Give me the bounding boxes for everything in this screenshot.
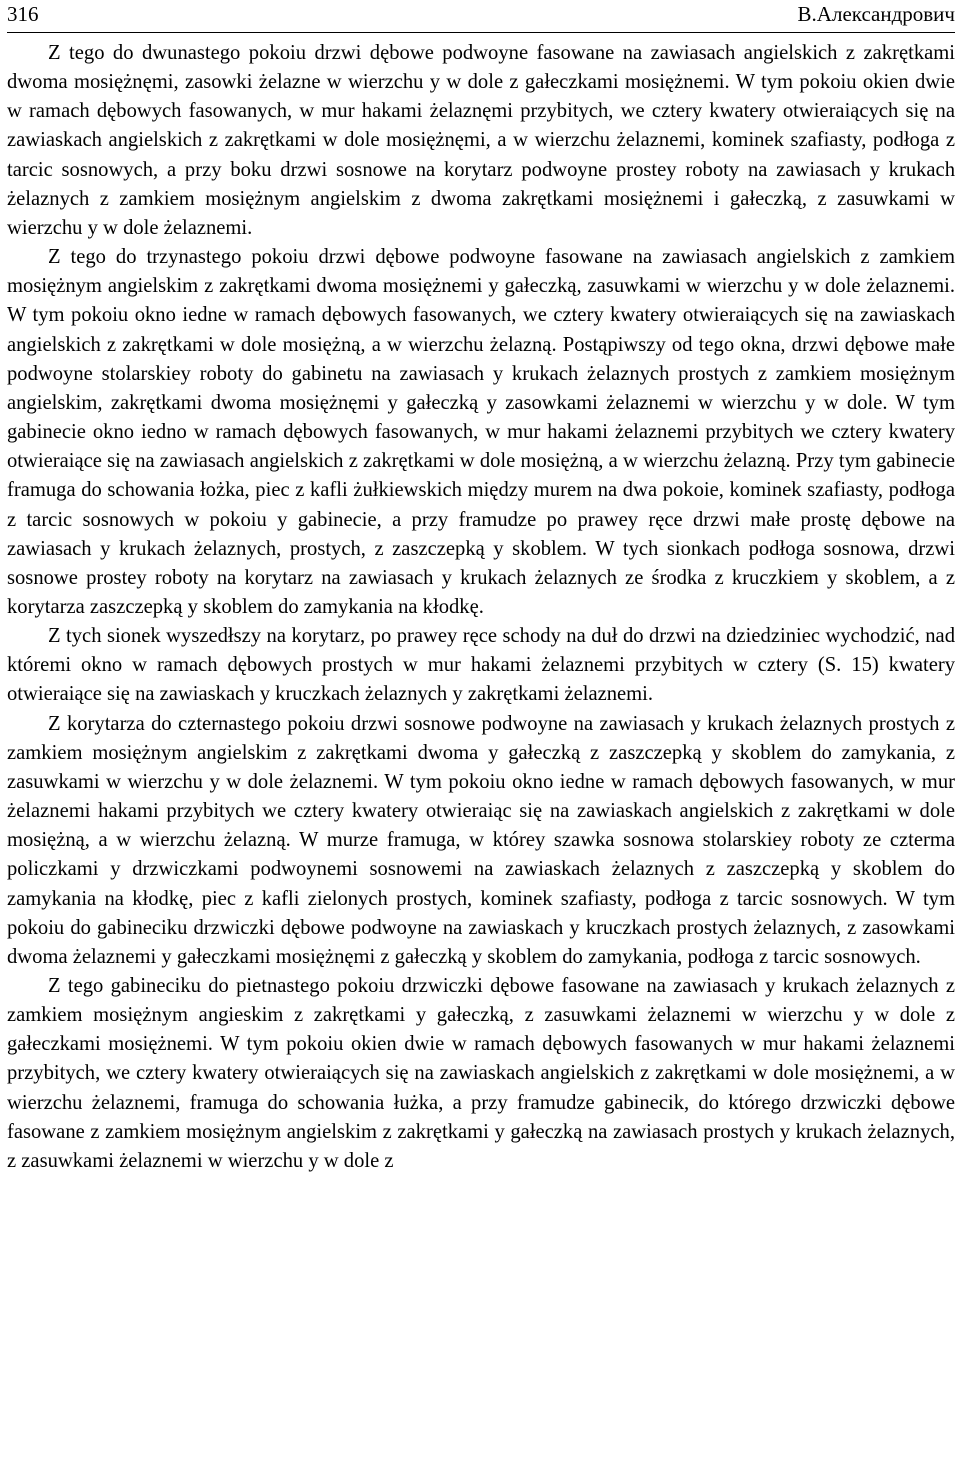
- body-text: [7, 39, 955, 1176]
- paragraph: Z tego do dwunastego pokoiu drzwi dębowe podwoyne fasowane na zawiasach angielskich z zakrętkami dwoma mosiężnęmi, zasowki żelazne w wierzchu y w dole z gałeczkami mosiężnemi. W tym pokoiu okien dwie w ramach dębowych fasowanych, w mur hakami żelaznęmi przybitych, we cztery kwatery otwieraiących się na zawiaskach angielskich z zakrętkami w dole mosiężnęmi, a w wierzchu żelaznemi, kominek szafiasty, podłoga z tarcic sosnowych, a przy boku drzwi sosnowe na korytarz podwoyne prostey roboty na zawiasach y krukach żelaznych z zamkiem mosiężnym angielskim z dwoma zakrętkami mosiężnemi i gałeczką, z zasuwkami w wierzchu y w dole żelaznemi.: [7, 42, 955, 239]
- paragraph: Z tego do trzynastego pokoiu drzwi dębowe podwoyne fasowane na zawiasach angielskich z zamkiem mosiężnym angielskim z zakrętkami dwoma mosiężnemi y gałeczką, zasuwkami w wierzchu y w dole żelaznemi. W tym pokoiu okno iedne w ramach dębowych fasowanych, we cztery kwatery otwieraiących się na zawiaskach angielskich z zakrętkami w dole mosiężną, a w wierzchu żelazną. Postąpiwszy od tego okna, drzwi dębowe małe podwoyne stolarskiey roboty do gabinetu na zawiasach y krukach żelaznych prostych z zamkiem mosiężnym angielskim, zakrętkami dwoma mosiężnęmi y gałeczką y zasowkami żelaznemi w wierzchu y w dole. W tym gabinecie okno iedno w ramach dębowych fasowanych, w mur hakami żelaznemi przybitych we cztery kwatery otwieraiące się na zawiasach angielskich z zakrętkami w dole mosiężną, a w wierzchu żelazną. Przy tym gabinecie framuga do schowania łożka, piec z kafli żułkiewskich między murem na dwa pokoie, kominek szafiasty, podłoga z tarcic sosnowych w pokoiu y gabinecie, a przy framudze po prawey ręce drzwi małe prostę dębowe na zawiasach y krukach żelaznych, prostych, z zaszczepką y skoblem. W tych sionkach podłoga sosnowa, drzwi sosnowe prostey roboty na korytarz na zawiasach y krukach żelaznych ze środka z kruczkiem y skoblem, a z korytarza zaszczepką y skoblem do zamykania na kłodkę.: [7, 246, 955, 618]
- page: [7, 0, 955, 1176]
- running-header-author: В.Александрович: [797, 2, 955, 26]
- paragraph: Z tych sionek wyszedłszy na korytarz, po prawey ręce schody na duł do drzwi na dziedziniec wychodzić, nad któremi okno w ramach dębowych prostych w mur hakami żelaznemi przybitych w cztery (S. 15) kwatery otwieraiące się na zawiaskach y kruczkach żelaznych y zakrętkami żelaznemi.: [7, 625, 955, 706]
- page-number: 316: [7, 2, 39, 26]
- paragraph: Z korytarza do czternastego pokoiu drzwi sosnowe podwoyne na zawiasach y krukach żelaznych prostych z zamkiem mosiężnym angielskim z zakrętkami dwoma y gałeczką z zaszczepką y skoblem do zamykania, z zasuwkami w wierzchu y w dole żelaznemi. W tym pokoiu okno iedne w ramach dębowych fasowanych, w mur żelaznemi hakami przybitych we cztery kwatery otwieraiąc się na zawiaskach angielskich z zakrętkami w dole mosiężną, a w wierzchu żelazną. W murze framuga, w którey szawka sosnowa stolarskiey roboty ze czterma policzkami y drzwiczkami podwoynemi sosnowemi na zawiaskach żelaznych z zaszczepką y skoblem do zamykania na kłodkę, piec z kafli zielonych prostych, kominek szafiasty, podłoga z tarcic sosnowych. W tym pokoiu do gabineciku drzwiczki dębowe podwoyne na zawiaskach y kruczkach prostych żelaznych, z zasowkami dwoma żelaznemi y gałeczkami mosiężnęmi z gałeczką y skoblem do zamykania, podłoga z tarcic sosnowych.: [7, 712, 955, 968]
- paragraph: Z tego gabineciku do pietnastego pokoiu drzwiczki dębowe fasowane na zawiasach y krukach żelaznych z zamkiem mosiężnym angieskim z zakrętkami y gałeczką, z zasuwkami żelaznemi w wierzchu y w dole z gałeczkami mosiężnemi. W tym pokoiu okien dwie w ramach dębowych fasowanych w mur hakami żelaznemi przybitych, we cztery kwatery otwieraiących się na zawiaskach angielskich z zakrętkami w dole mosiężnemi, a w wierzchu żelaznemi, framuga do schowania łużka, a przy framudze gabinecik, do którego drzwiczki dębowe fasowane z zamkiem mosiężnym angielskim z zakrętkami y gałeczką na zawiasach prostych y krukach żelaznych, z zasuwkami żelaznemi w wierzchu y w dole z: [7, 975, 955, 1172]
- running-header: [7, 0, 955, 33]
